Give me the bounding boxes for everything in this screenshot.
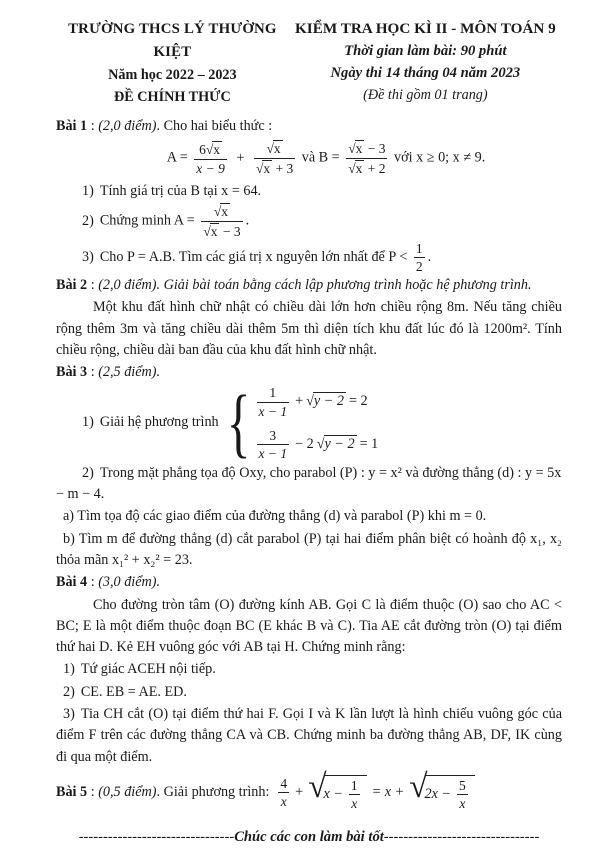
denominator: x	[459, 796, 466, 812]
equals-rhs: = 2	[348, 393, 368, 410]
equals-mid: = x +	[371, 783, 405, 800]
fraction-bar	[257, 402, 290, 403]
bai3-item2a: a) Tìm tọa độ các giao điểm của đường thẳng (d) và parabol (P) khi m = 0.	[63, 508, 487, 525]
formula-condition: với x ≥ 0; x ≠ 9.	[394, 149, 486, 166]
sqrt-expression	[317, 434, 357, 455]
item-text: Tứ giác ACEH nội tiếp.	[80, 661, 216, 678]
fraction-bar	[278, 792, 289, 793]
item-number: 1)	[63, 661, 75, 678]
separator: :	[87, 117, 99, 134]
exam-duration: Thời gian làm bài: 90 phút	[344, 42, 507, 59]
sqrt-expression	[214, 204, 230, 219]
sqrt-expression	[256, 161, 272, 176]
bai3-item1	[82, 385, 562, 460]
exam-date: Ngày thi 14 tháng 04 năm 2023	[330, 64, 521, 81]
fraction	[254, 140, 295, 177]
fraction	[349, 778, 360, 811]
fraction	[201, 203, 242, 240]
formula-lhs: P <	[388, 248, 408, 265]
separator: :	[87, 364, 99, 381]
numerator: 4	[280, 775, 288, 791]
separator: :	[87, 783, 99, 800]
item-number: 3)	[63, 706, 75, 723]
school-block	[56, 18, 289, 108]
item-text: Tia CH cắt (O) tại điểm thứ hai F. Gọi I và K lần lượt là hình chiếu vuông góc của điểm F trên các đường thẳng CA và CB. Chứng minh ba đường thẳng AB, DF, IK cùng đi qua một điểm.	[56, 706, 562, 765]
fraction-bar	[254, 158, 295, 159]
numerator: 1	[269, 385, 277, 401]
fraction-bar	[201, 221, 242, 222]
item-number: 1)	[82, 182, 94, 199]
fraction-bar	[414, 257, 425, 258]
item-number: 2)	[63, 683, 75, 700]
sqrt-expression	[348, 141, 364, 156]
bai1-item2	[82, 203, 562, 240]
bai4-item1	[63, 659, 562, 680]
formula-lhs: A =	[173, 212, 195, 229]
denominator: x − 1	[258, 403, 288, 419]
bai1-intro: . Cho hai biểu thức :	[156, 117, 273, 134]
item-number: 2)	[82, 212, 94, 229]
denominator: x	[351, 796, 358, 812]
period: .	[245, 212, 250, 229]
school-year: Năm học 2022 – 2023	[108, 66, 237, 83]
sqrt-expression	[308, 774, 366, 811]
section-bai5	[56, 774, 562, 811]
fraction	[194, 141, 227, 176]
numerator-tail: − 3	[364, 141, 386, 157]
exam-info-block	[289, 18, 562, 108]
bai4-body: Cho đường tròn tâm (O) đường kính AB. Gọi C là điểm thuộc (O) sao cho AC < BC; E là một điểm thuộc đoạn BC (E khác B và C). Tia AE cắt đường tròn (O) tại điểm thứ hai D. Kẻ EH vuông góc với AB tại H. Chứng minh rằng:	[56, 596, 562, 656]
denominator-tail: − 3	[219, 223, 241, 239]
school-name: TRƯỜNG THCS LÝ THƯỜNG KIỆT	[68, 21, 277, 60]
fraction	[414, 241, 425, 274]
footer-wish-line	[56, 827, 562, 849]
system-row-2	[254, 428, 382, 461]
bai2-intro: Giải bài toán bằng cách lập phương trình hoặc hệ phương trình.	[160, 276, 532, 293]
bai4-heading	[56, 572, 562, 593]
sqrt-expression	[409, 774, 475, 811]
numerator: 1	[350, 777, 358, 793]
fraction-bar	[457, 794, 468, 795]
fraction	[278, 776, 289, 809]
bai2-heading	[56, 275, 562, 296]
equals-rhs: = 1	[359, 435, 379, 452]
fraction	[257, 428, 290, 461]
exam-type: ĐỀ CHÍNH THỨC	[114, 88, 231, 105]
bai1-formula	[56, 140, 562, 177]
item-text: Giải hệ phương trình	[99, 414, 219, 431]
formula-mid: và B =	[301, 149, 340, 166]
bai4-label: Bài 4	[56, 574, 88, 591]
denominator: x − 9	[196, 160, 225, 176]
radicand: x	[355, 141, 363, 157]
item-text: Chứng minh	[99, 212, 171, 229]
radicand: x	[263, 160, 271, 176]
denominator-tail: + 2	[364, 160, 386, 176]
bai1-label: Bài 1	[56, 117, 88, 134]
exam-header	[56, 18, 562, 108]
bai3-item2b: b) Tìm m để đường thẳng (d) cắt parabol (P) tại hai điểm phân biệt có hoành độ x₁, x₂ thỏa mãn x₁² + x₂² = 23.	[56, 530, 562, 568]
sqrt-expression	[203, 224, 219, 239]
radicand-head: x −	[323, 785, 343, 802]
bai4-item3	[56, 704, 562, 768]
dashes-left: --------------------------------	[78, 829, 235, 846]
dashes-right: --------------------------------	[383, 829, 540, 846]
bai5-label: Bài 5	[56, 783, 88, 800]
sqrt-expression	[348, 161, 364, 176]
item-text: Cho P = A.B. Tìm các giá trị x nguyên lớn nhất để	[99, 248, 385, 265]
bai3-item2	[56, 463, 562, 506]
bai1-heading	[56, 116, 562, 137]
item-number: 1)	[82, 414, 94, 431]
footer-message: Chúc các con làm bài tốt	[234, 829, 384, 846]
denominator-tail: + 3	[272, 160, 294, 176]
denominator: x − 1	[258, 445, 288, 461]
formula-lhs: A =	[166, 149, 188, 166]
exam-pages-note: (Đề thi gồm 01 trang)	[363, 86, 488, 103]
bai5-intro: . Giải phương trình:	[156, 783, 270, 800]
bai4-points: (3,0 điểm).	[98, 574, 161, 591]
fraction	[457, 778, 468, 811]
item-text: Trong mặt phẳng tọa độ Oxy, cho parabol (P) : y = x² và đường thẳng (d) : y = 5x − m − 4.	[56, 464, 562, 503]
bai3-points: (2,5 điểm).	[98, 364, 161, 381]
fraction-bar	[194, 159, 227, 160]
item-text: CE. EB = AE. ED.	[80, 683, 187, 700]
equation-system	[227, 385, 382, 460]
item-text: Tính giá trị của B tại x = 64.	[99, 182, 262, 199]
separator: :	[87, 276, 99, 293]
fraction-bar	[349, 794, 360, 795]
operator: +	[295, 783, 304, 800]
bai2-body: Một khu đất hình chữ nhật có chiều dài lớn hơn chiều rộng 8m. Nếu tăng chiều rộng thêm 3m và tăng chiều dài thêm 5m thì diện tích khu đất lúc đó là 1200m². Tính chiều rộng, chiều dài ban đầu của khu đất hình chữ nhật.	[56, 299, 562, 358]
radicand: x	[221, 204, 229, 220]
radicand: x	[213, 142, 220, 158]
sqrt-expression	[206, 142, 222, 157]
left-brace-icon	[227, 398, 251, 448]
operator: − 2	[295, 435, 314, 452]
fraction	[257, 385, 290, 418]
bai2-label: Bài 2	[56, 276, 88, 293]
bai5-points: (0,5 điểm)	[98, 783, 157, 800]
bai4-item2	[63, 682, 562, 703]
exam-title: KIỂM TRA HỌC KÌ II - MÔN TOÁN 9	[294, 20, 556, 37]
bai1-points: (2,0 điểm)	[98, 117, 157, 134]
bai3-label: Bài 3	[56, 364, 88, 381]
coefficient: 6	[199, 142, 206, 158]
sqrt-expression	[306, 391, 346, 412]
fraction	[346, 140, 387, 177]
bai3-heading	[56, 362, 562, 383]
numerator: 1	[415, 240, 423, 256]
radicand: x	[355, 160, 363, 176]
denominator: x	[280, 794, 287, 810]
operator: +	[295, 393, 304, 410]
bai2-points: (2,0 điểm).	[98, 276, 161, 293]
fraction-bar	[346, 158, 387, 159]
radicand: y − 2	[313, 393, 344, 410]
item-number: 3)	[82, 248, 94, 265]
radicand: x	[273, 141, 281, 157]
operator: +	[236, 149, 245, 166]
section-bai4	[56, 572, 562, 768]
section-bai1	[56, 116, 562, 274]
bai1-item1	[82, 181, 562, 202]
system-row-1	[254, 385, 382, 418]
numerator: 3	[269, 427, 277, 443]
sqrt-expression	[266, 141, 282, 156]
radicand: x	[210, 223, 218, 239]
separator: :	[87, 574, 99, 591]
bai1-item3	[82, 241, 562, 274]
fraction-bar	[257, 444, 290, 445]
denominator: 2	[415, 258, 423, 274]
period: .	[427, 248, 432, 265]
item-number: 2)	[82, 464, 94, 481]
numerator: 5	[459, 777, 466, 793]
radicand: y − 2	[324, 435, 355, 452]
radicand-head: 2x −	[424, 785, 452, 802]
section-bai3	[56, 362, 562, 571]
section-bai2	[56, 275, 562, 361]
